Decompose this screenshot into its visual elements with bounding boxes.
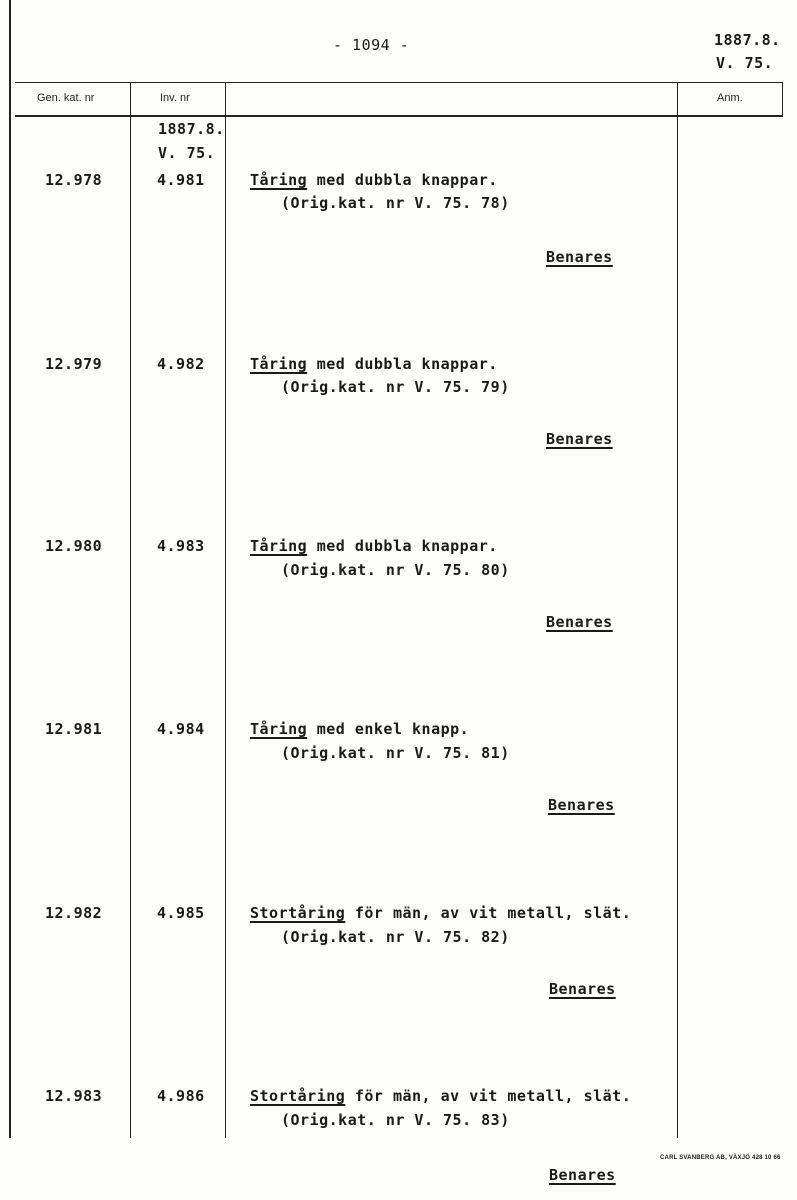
object-term: Tåring <box>250 720 308 738</box>
inv-number: 4.986 <box>157 1087 205 1105</box>
accession-number: V. 75. <box>158 144 216 162</box>
inv-number: 4.985 <box>157 904 205 922</box>
object-desc: med dubbla knappar. <box>307 355 498 373</box>
provenance-place: Benares <box>546 430 613 448</box>
gen-kat-number: 12.980 <box>45 537 103 555</box>
gen-kat-number: 12.983 <box>45 1087 103 1105</box>
column-divider-gen-inv <box>130 82 131 1138</box>
printer-imprint: CARL SVANBERG AB, VÄXJÖ 428 10 66 <box>660 1155 781 1161</box>
entry-description <box>250 355 498 373</box>
object-desc: för män, av vit metall, slät. <box>345 1087 632 1105</box>
provenance-place: Benares <box>549 980 616 998</box>
gen-kat-number: 12.981 <box>45 720 103 738</box>
gen-kat-number: 12.979 <box>45 355 103 373</box>
orig-catalog-ref: (Orig.kat. nr V. 75. 79) <box>281 378 510 396</box>
entry-description <box>250 171 498 189</box>
accession-year: 1887.8. <box>158 120 225 138</box>
page-number: - 1094 - <box>333 36 410 54</box>
object-term: Tåring <box>250 537 308 555</box>
catalog-ref-number: V. 75. <box>716 54 774 72</box>
orig-catalog-ref: (Orig.kat. nr V. 75. 82) <box>281 928 510 946</box>
gen-kat-number: 12.982 <box>45 904 103 922</box>
provenance-place: Benares <box>548 796 615 814</box>
binding-edge-line <box>9 0 11 1138</box>
table-right-border <box>782 82 783 116</box>
provenance-place: Benares <box>546 248 613 266</box>
object-term: Stortåring <box>250 1087 346 1105</box>
inv-number: 4.981 <box>157 171 205 189</box>
object-desc: med enkel knapp. <box>307 720 470 738</box>
inv-number: 4.984 <box>157 720 205 738</box>
object-term: Tåring <box>250 355 308 373</box>
gen-kat-number: 12.978 <box>45 171 103 189</box>
entry-description <box>250 1087 631 1105</box>
provenance-place: Benares <box>546 613 613 631</box>
object-term: Tåring <box>250 171 308 189</box>
object-desc: för män, av vit metall, slät. <box>345 904 632 922</box>
inv-number: 4.983 <box>157 537 205 555</box>
catalog-ref-year: 1887.8. <box>714 31 781 49</box>
orig-catalog-ref: (Orig.kat. nr V. 75. 78) <box>281 194 510 212</box>
provenance-place: Benares <box>549 1166 616 1184</box>
object-desc: med dubbla knappar. <box>307 171 498 189</box>
column-header-inv: Inv. nr <box>160 92 190 104</box>
column-divider-desc-anm <box>677 82 678 1138</box>
object-desc: med dubbla knappar. <box>307 537 498 555</box>
column-header-gen-kat: Gen. kat. nr <box>37 92 95 104</box>
orig-catalog-ref: (Orig.kat. nr V. 75. 80) <box>281 561 510 579</box>
column-header-anm: Anm. <box>717 92 743 104</box>
entry-description <box>250 537 498 555</box>
orig-catalog-ref: (Orig.kat. nr V. 75. 83) <box>281 1111 510 1129</box>
column-divider-inv-desc <box>225 82 226 1138</box>
entry-description <box>250 904 631 922</box>
inv-number: 4.982 <box>157 355 205 373</box>
entry-description <box>250 720 469 738</box>
orig-catalog-ref: (Orig.kat. nr V. 75. 81) <box>281 744 510 762</box>
object-term: Stortåring <box>250 904 346 922</box>
